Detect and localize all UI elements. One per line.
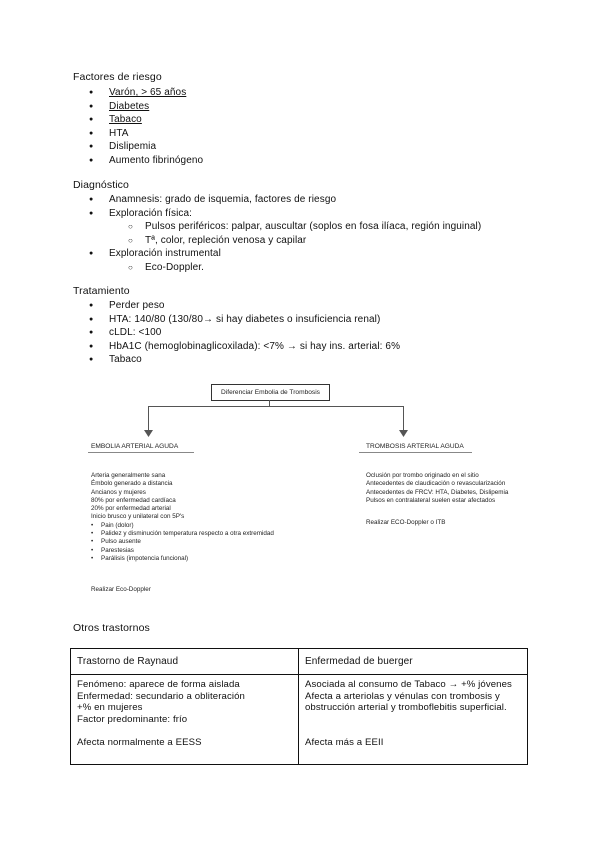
embolism-title: EMBOLIA ARTERIAL AGUDA xyxy=(91,443,179,450)
bullet-line: • Parestesias xyxy=(91,547,274,555)
text-line: Oclusión por trombo originado en el sitio xyxy=(366,472,479,479)
list-item: ● Anamnesis: grado de isquemia, factores de riesgo xyxy=(0,193,481,207)
table-row xyxy=(71,675,528,765)
spacer xyxy=(305,725,521,737)
other-disorders-heading: Otros trastornos xyxy=(73,622,150,634)
cell-line: Asociada al consumo de Tabaco → +% jóvenes xyxy=(305,679,512,690)
text-line: Émbolo generado a distancia xyxy=(91,480,173,488)
text-line: Inicio brusco y unilateral con 5P's xyxy=(91,513,185,521)
text-line: Arteria generalmente sana xyxy=(91,472,166,479)
sub-list-item: ○ Eco-Doppler. xyxy=(0,261,481,275)
text-line: Antecedentes de FRCV: HTA, Diabetes, Dislipemia xyxy=(366,488,509,496)
raynaud-cell xyxy=(71,675,299,765)
cell-line: obstrucción arterial y tromboflebitis superficial. xyxy=(305,702,507,713)
diagnosis-heading: Diagnóstico xyxy=(73,179,129,191)
text-line: 80% por enfermedad cardíaca xyxy=(91,496,176,504)
title-underline xyxy=(359,452,472,453)
cell-line: Afecta más a EEII xyxy=(305,736,384,748)
list-item: ● Exploración física: xyxy=(0,207,481,221)
title-underline xyxy=(88,452,194,453)
bullet-line: • Parálisis (impotencia funcional) xyxy=(91,555,274,563)
embolism-description xyxy=(91,472,274,563)
list-item: ● Varón, > 65 años xyxy=(0,86,203,100)
bullet-line: • Palidez y disminución temperatura respecto a otra extremidad xyxy=(91,530,274,538)
list-item: ● Aumento fibrinógeno xyxy=(0,154,203,168)
treatment-heading: Tratamiento xyxy=(73,285,130,297)
list-item: ● Tabaco xyxy=(0,113,203,127)
list-item: ● HbA1C (hemoglobinaglicoxilada): <7% → si hay ins. arterial: 6% xyxy=(0,340,400,354)
table-header-cell: Trastorno de Raynaud xyxy=(71,649,299,675)
cell-line: Enfermedad: secundario a obliteración xyxy=(77,690,245,702)
bullet-line: • Pulso ausente xyxy=(91,538,274,546)
disorders-table xyxy=(70,648,528,765)
table-header-row xyxy=(71,649,528,675)
text-line: Pulsos en contralateral suelen estar afectados xyxy=(366,496,496,504)
list-item: ● Exploración instrumental xyxy=(0,247,481,261)
list-item: ● Dislipemia xyxy=(0,140,203,154)
cell-line: Afecta normalmente a EESS xyxy=(77,736,202,748)
list-item: ● HTA xyxy=(0,127,203,141)
table-header-cell: Enfermedad de buerger xyxy=(299,649,528,675)
text-line: 20% por enfermedad arterial xyxy=(91,505,171,513)
connector-line xyxy=(148,406,149,432)
cell-line: +% en mujeres xyxy=(77,702,143,713)
cell-line: Fenómeno: aparece de forma aislada xyxy=(77,679,240,690)
thrombosis-title: TROMBOSIS ARTERIAL AGUDA xyxy=(366,443,464,450)
thrombosis-footer: Realizar ECO-Doppler o ITB xyxy=(366,519,446,526)
thrombosis-description xyxy=(366,472,508,505)
spacer xyxy=(77,725,292,737)
text-line: Antecedentes de claudicación o revascularización xyxy=(366,480,506,488)
list-item: ● Tabaco xyxy=(0,353,400,367)
sub-list-item: ○ Tª, color, repleción venosa y capilar xyxy=(0,234,481,248)
cell-line: Factor predominante: frío xyxy=(77,713,188,725)
embolism-footer: Realizar Eco-Doppler xyxy=(91,586,151,593)
arrow-down-icon xyxy=(144,430,153,437)
flowchart-root-box: Diferenciar Embolia de Trombosis xyxy=(211,384,330,401)
buerger-cell xyxy=(299,675,528,765)
connector-line xyxy=(148,406,404,407)
bullet-line: • Pain (dolor) xyxy=(91,522,274,530)
spacer xyxy=(305,714,521,726)
list-item: ● Diabetes xyxy=(0,100,203,114)
text-line: Ancianos y mujeres xyxy=(91,488,146,496)
connector-line xyxy=(403,406,404,432)
sub-list-item: ○ Pulsos periféricos: palpar, auscultar (soplos en fosa ilíaca, región inguinal) xyxy=(0,220,481,234)
arrow-down-icon xyxy=(399,430,408,437)
list-item: ● Perder peso xyxy=(0,299,400,313)
list-item: ● HTA: 140/80 (130/80→ si hay diabetes o insuficiencia renal) xyxy=(0,313,400,327)
list-item: ● cLDL: <100 xyxy=(0,326,400,340)
cell-line: Afecta a arteriolas y vénulas con trombosis y xyxy=(305,690,500,702)
risk-factors-heading: Factores de riesgo xyxy=(73,71,162,83)
